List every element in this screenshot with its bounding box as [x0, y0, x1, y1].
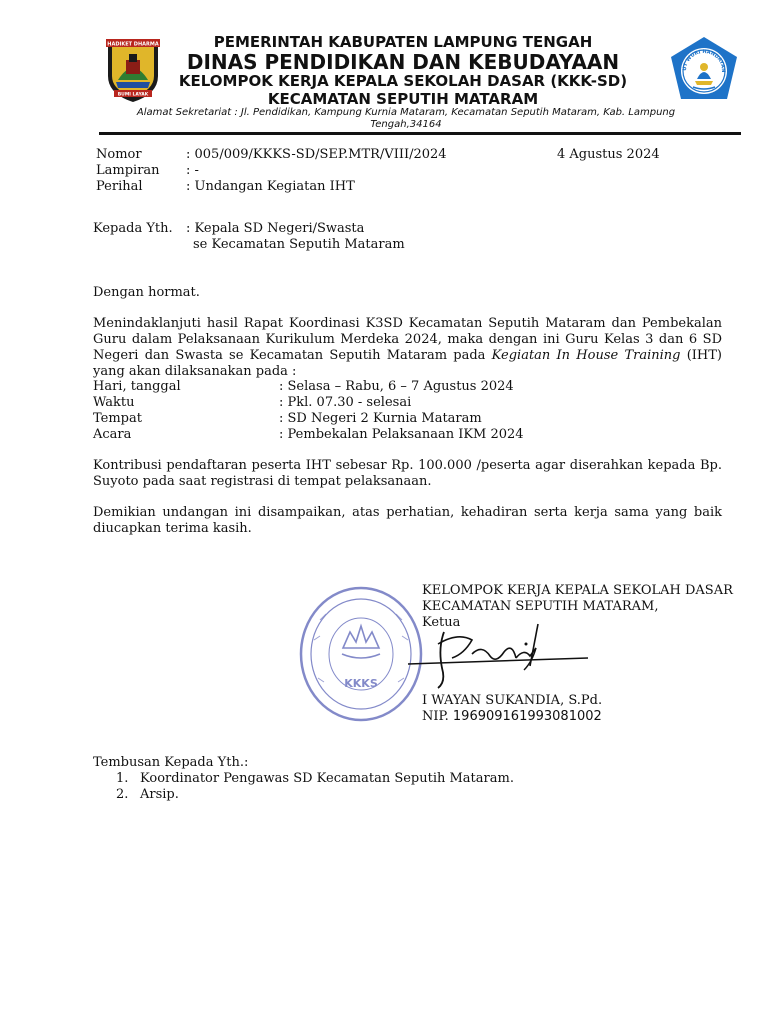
signature-title: Ketua: [422, 615, 461, 630]
perihal-value: : Undangan Kegiatan IHT: [186, 179, 355, 194]
detail-value: : SD Negeri 2 Kurnia Mataram: [279, 411, 482, 426]
tembusan-label: Tembusan Kepada Yth.:: [93, 755, 249, 770]
intro-paragraph: [93, 316, 722, 380]
kepada-line-1: : Kepala SD Negeri/Swasta: [186, 221, 365, 236]
intro-text-1: Menindaklanjuti hasil Rapat Koordinasi K3SD Kecamatan Seputih Mataram dan Pembekalan Guru dalam Pelaksanaan Kurikulum Merdeka 2024, maka dengan ini Guru Kelas 3 dan 6 SD Negeri dan Swasta se Kecamatan Seputih Mataram pada: [93, 316, 722, 363]
lampiran-value: : -: [186, 163, 199, 178]
crest-banner-bottom: BUMI LAYAK: [117, 92, 149, 98]
nip-value: 196909161993081002: [452, 709, 602, 724]
header-line-1: PEMERINTAH KABUPATEN LAMPUNG TENGAH: [213, 33, 593, 51]
header-line-4: KECAMATAN SEPUTIH MATARAM: [267, 90, 539, 108]
tut-wuri-handayani-logo-icon: [667, 35, 741, 107]
detail-value: : Pembekalan Pelaksanaan IKM 2024: [279, 427, 524, 442]
header-address-line-2: Tengah,34164: [370, 119, 442, 130]
detail-label: Hari, tanggal: [93, 379, 181, 394]
greeting: Dengan hormat.: [93, 285, 200, 300]
nomor-value: : 005/009/KKKS-SD/SEP.MTR/VIII/2024: [186, 147, 447, 162]
detail-label: Acara: [93, 427, 132, 442]
kepada-line-2: se Kecamatan Seputih Mataram: [193, 237, 405, 252]
header-line-2: DINAS PENDIDIKAN DAN KEBUDAYAAN: [186, 50, 620, 74]
detail-value: : Pkl. 07.30 - selesai: [279, 395, 412, 410]
crest-banner-top: HADIKET DHARMA: [107, 41, 159, 48]
stamp-center-text: KKKS: [344, 677, 378, 690]
logo-ring-text: UT WURI HANDAYAN: [681, 48, 727, 73]
perihal-label: Perihal: [96, 179, 143, 194]
detail-value: : Selasa – Rabu, 6 – 7 Agustus 2024: [279, 379, 514, 394]
tembusan-item-number: 2.: [116, 787, 129, 802]
detail-label: Tempat: [93, 411, 142, 426]
contribution-paragraph: Kontribusi pendaftaran peserta IHT sebesar Rp. 100.000 /peserta agar diserahkan kepada Bp. Suyoto pada saat registrasi di tempat pelaksanaan.: [93, 458, 722, 489]
tembusan-item-number: 1.: [116, 771, 129, 786]
closing-paragraph: Demikian undangan ini disampaikan, atas perhatian, kehadiran serta kerja sama yang baik diucapkan terima kasih.: [93, 505, 722, 536]
signature-org-line-1: KELOMPOK KERJA KEPALA SEKOLAH DASAR: [422, 583, 733, 598]
letter-date: 4 Agustus 2024: [557, 147, 660, 162]
intro-emphasis: Kegiatan In House Training: [491, 348, 681, 363]
tembusan-item-text: Arsip.: [140, 787, 179, 802]
signature-org-line-2: KECAMATAN SEPUTIH MATARAM,: [422, 599, 659, 614]
handwritten-signature-icon: [398, 618, 594, 698]
signatory-name: I WAYAN SUKANDIA, S.Pd.: [422, 693, 603, 708]
lampiran-label: Lampiran: [96, 163, 160, 178]
header-line-3: KELOMPOK KERJA KEPALA SEKOLAH DASAR (KKK-SD): [178, 72, 628, 90]
header-divider: [99, 132, 741, 135]
nip-label: NIP.: [422, 709, 449, 724]
header-address-line-1: Alamat Sekretariat : Jl. Pendidikan, Kampung Kurnia Mataram, Kecamatan Seputih Mataram, Kab. Lampung: [136, 107, 676, 118]
kepada-label: Kepada Yth.: [93, 221, 173, 236]
nip-line: [422, 709, 602, 725]
tembusan-item-text: Koordinator Pengawas SD Kecamatan Seputih Mataram.: [140, 771, 514, 786]
lampung-tengah-crest-icon: [104, 36, 162, 104]
nomor-label: Nomor: [96, 147, 142, 162]
detail-label: Waktu: [93, 395, 135, 410]
intro-text-2: (IHT) yang akan dilaksanakan pada :: [93, 348, 722, 379]
